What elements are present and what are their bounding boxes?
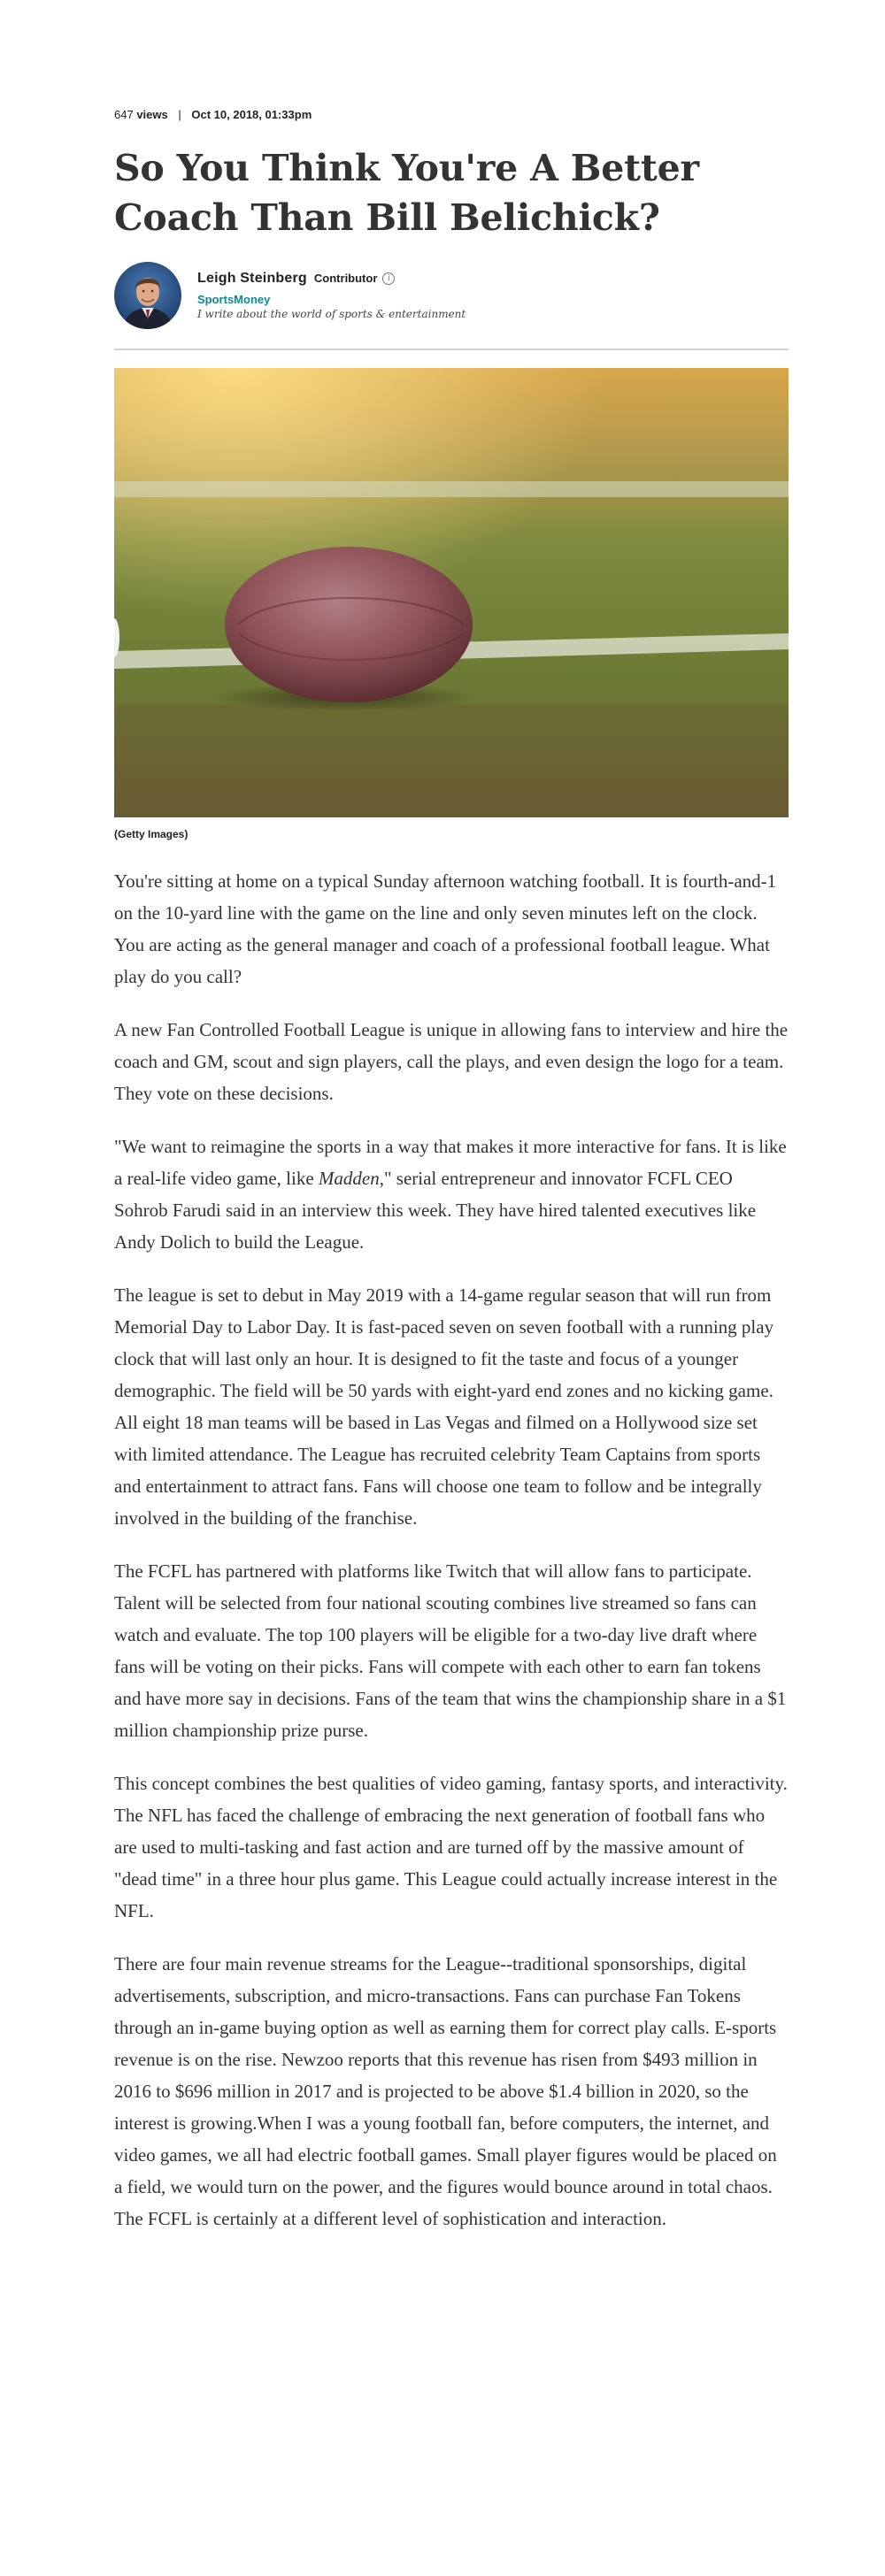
author-row [197,270,466,288]
article [114,106,789,2256]
article-body [114,865,789,2235]
hero-image-football [114,368,789,817]
author-avatar-image [114,262,181,329]
paragraph-text: "We want to reimagine the sports in a way that makes it more interactive for fans. It is like a real-life video game, like [114,1136,787,1189]
article-meta [114,106,789,124]
paragraph: There are four main revenue streams for the League--traditional sponsorships, digital advertisements, subscription, and micro-transactions. Fans can purchase Fan Tokens through an in-game buying option as well as earning them for correct play calls. E-sports revenue is on the rise. Newzoo reports that this revenue has risen from $493 million in 2016 to $696 million in 2017 and is projected to be above $1.4 billion in 2020, so the interest is growing.When I was a young football fan, before computers, the internet, and video games, we all had electric football games. Small player figures would be placed on a field, we would turn on the power, and the figures would bounce around in total chaos. The FCFL is certainly at a different level of sophistication and interaction. [114,1953,777,2229]
meta-separator: | [178,108,181,121]
author-role: Contributor [313,272,378,285]
article-title: So You Think You're A Better Coach Than Bill Belichick? [114,147,699,239]
paragraph: A new Fan Controlled Football League is unique in allowing fans to interview and hire the coach and GM, scout and sign players, call the plays, and even design the logo for a team. They vote on these decisions. [114,1019,789,1104]
paragraph-text: ," serial entrepreneur and innovator FCFL CEO Sohrob Farudi said in an interview this week. They have hired talented executives like Andy Dolich to build the League. [114,1168,757,1253]
emphasis-text: Madden [318,1168,380,1189]
header-divider [114,349,789,350]
author-tagline: I write about the world of sports & entertainment [197,308,466,320]
publish-date: Oct 10, 2018, 01:33pm [191,108,312,121]
author-avatar[interactable] [114,262,181,329]
views-count: 647 [114,108,134,121]
paragraph: You're sitting at home on a typical Sunday afternoon watching football. It is fourth-and-1 on the 10-yard line with the game on the line and only seven minutes left on the clock. You are acting as the general manager and coach of a professional football league. What play do you call? [114,870,777,987]
paragraph: The FCFL has partnered with platforms like Twitch that will allow fans to participate. Talent will be selected from four national scouting combines live streamed so fans can watch and evaluate. The top 100 players will be eligible for a two-day live draft where fans will be voting on their picks. Fans will compete with each other to earn fan tokens and have more say in decisions. Fans of the team that wins the championship share in a $1 million championship prize purse. [114,1560,787,1741]
author-info [197,270,466,321]
channel-link[interactable]: SportsMoney [197,293,271,306]
author-name[interactable]: Leigh Steinberg [197,271,307,286]
image-caption: (Getty Images) [114,828,189,840]
byline [114,258,789,333]
views-label: views [136,108,168,121]
paragraph: This concept combines the best qualities of video gaming, fantasy sports, and interactivity. The NFL has faced the challenge of embracing the next generation of football fans who are used to multi-tasking and fast action and are turned off by the massive amount of "dead time" in a three hour plus game. This League could actually increase interest in the NFL. [114,1773,788,1921]
info-icon[interactable]: i [382,272,395,285]
paragraph [114,1131,789,1258]
paragraph: The league is set to debut in May 2019 with a 14-game regular season that will run from Memorial Day to Labor Day. It is fast-paced seven on seven football with a running play clock that will last only an hour. It is designed to fit the taste and focus of a younger demographic. The field will be 50 yards with eight-yard end zones and no kicking game. All eight 18 man teams will be based in Las Vegas and filmed on a Hollywood size set with limited attendance. The League has recruited celebrity Team Captains from sports and entertainment to attract fans. Fans will choose one team to follow and be integrally involved in the building of the franchise. [114,1284,774,1529]
